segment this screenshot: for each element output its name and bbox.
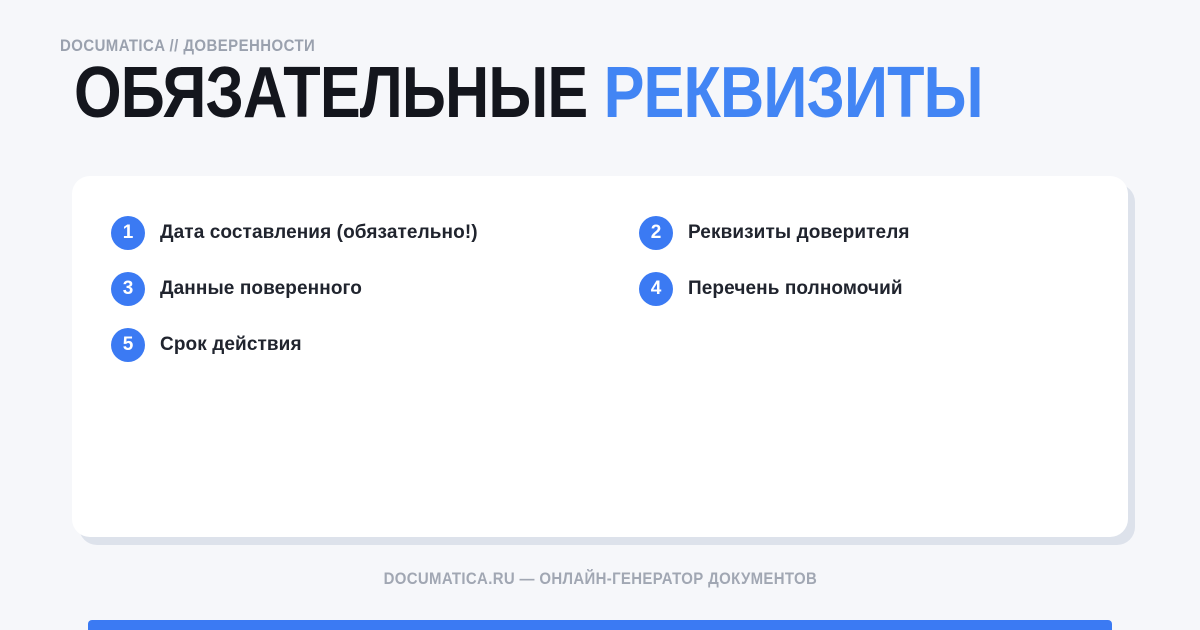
number-badge: 3 — [111, 272, 145, 306]
list-item — [111, 216, 639, 250]
list-item-label: Данные поверенного — [160, 278, 363, 299]
list-item-label: Перечень полномочий — [688, 278, 903, 299]
footer — [0, 569, 1200, 589]
number-badge: 2 — [639, 216, 673, 250]
list-item — [639, 272, 1128, 306]
list-item-label: Реквизиты доверителя — [688, 222, 910, 243]
list-item-label: Срок действия — [160, 334, 302, 355]
page-title-accent: РЕКВИЗИТЫ — [603, 53, 983, 133]
list-item — [111, 272, 639, 306]
list-item — [639, 216, 1128, 250]
title-space — [587, 53, 603, 133]
page-title-dark: ОБЯЗАТЕЛЬНЫЕ — [74, 53, 588, 133]
list-item — [111, 328, 639, 362]
bottom-accent-bar — [88, 620, 1112, 630]
requisites-card — [72, 176, 1128, 537]
page-title — [74, 52, 983, 134]
number-badge: 5 — [111, 328, 145, 362]
number-badge: 1 — [111, 216, 145, 250]
number-badge: 4 — [639, 272, 673, 306]
brand-eyebrow: DOCUMATICA // ДОВЕРЕННОСТИ — [60, 36, 316, 55]
list-item-label: Дата составления (обязательно!) — [160, 222, 478, 243]
requisites-list — [111, 205, 1128, 373]
footer-text: DOCUMATICA.RU — ОНЛАЙН-ГЕНЕРАТОР ДОКУМЕНТОВ — [383, 569, 817, 588]
